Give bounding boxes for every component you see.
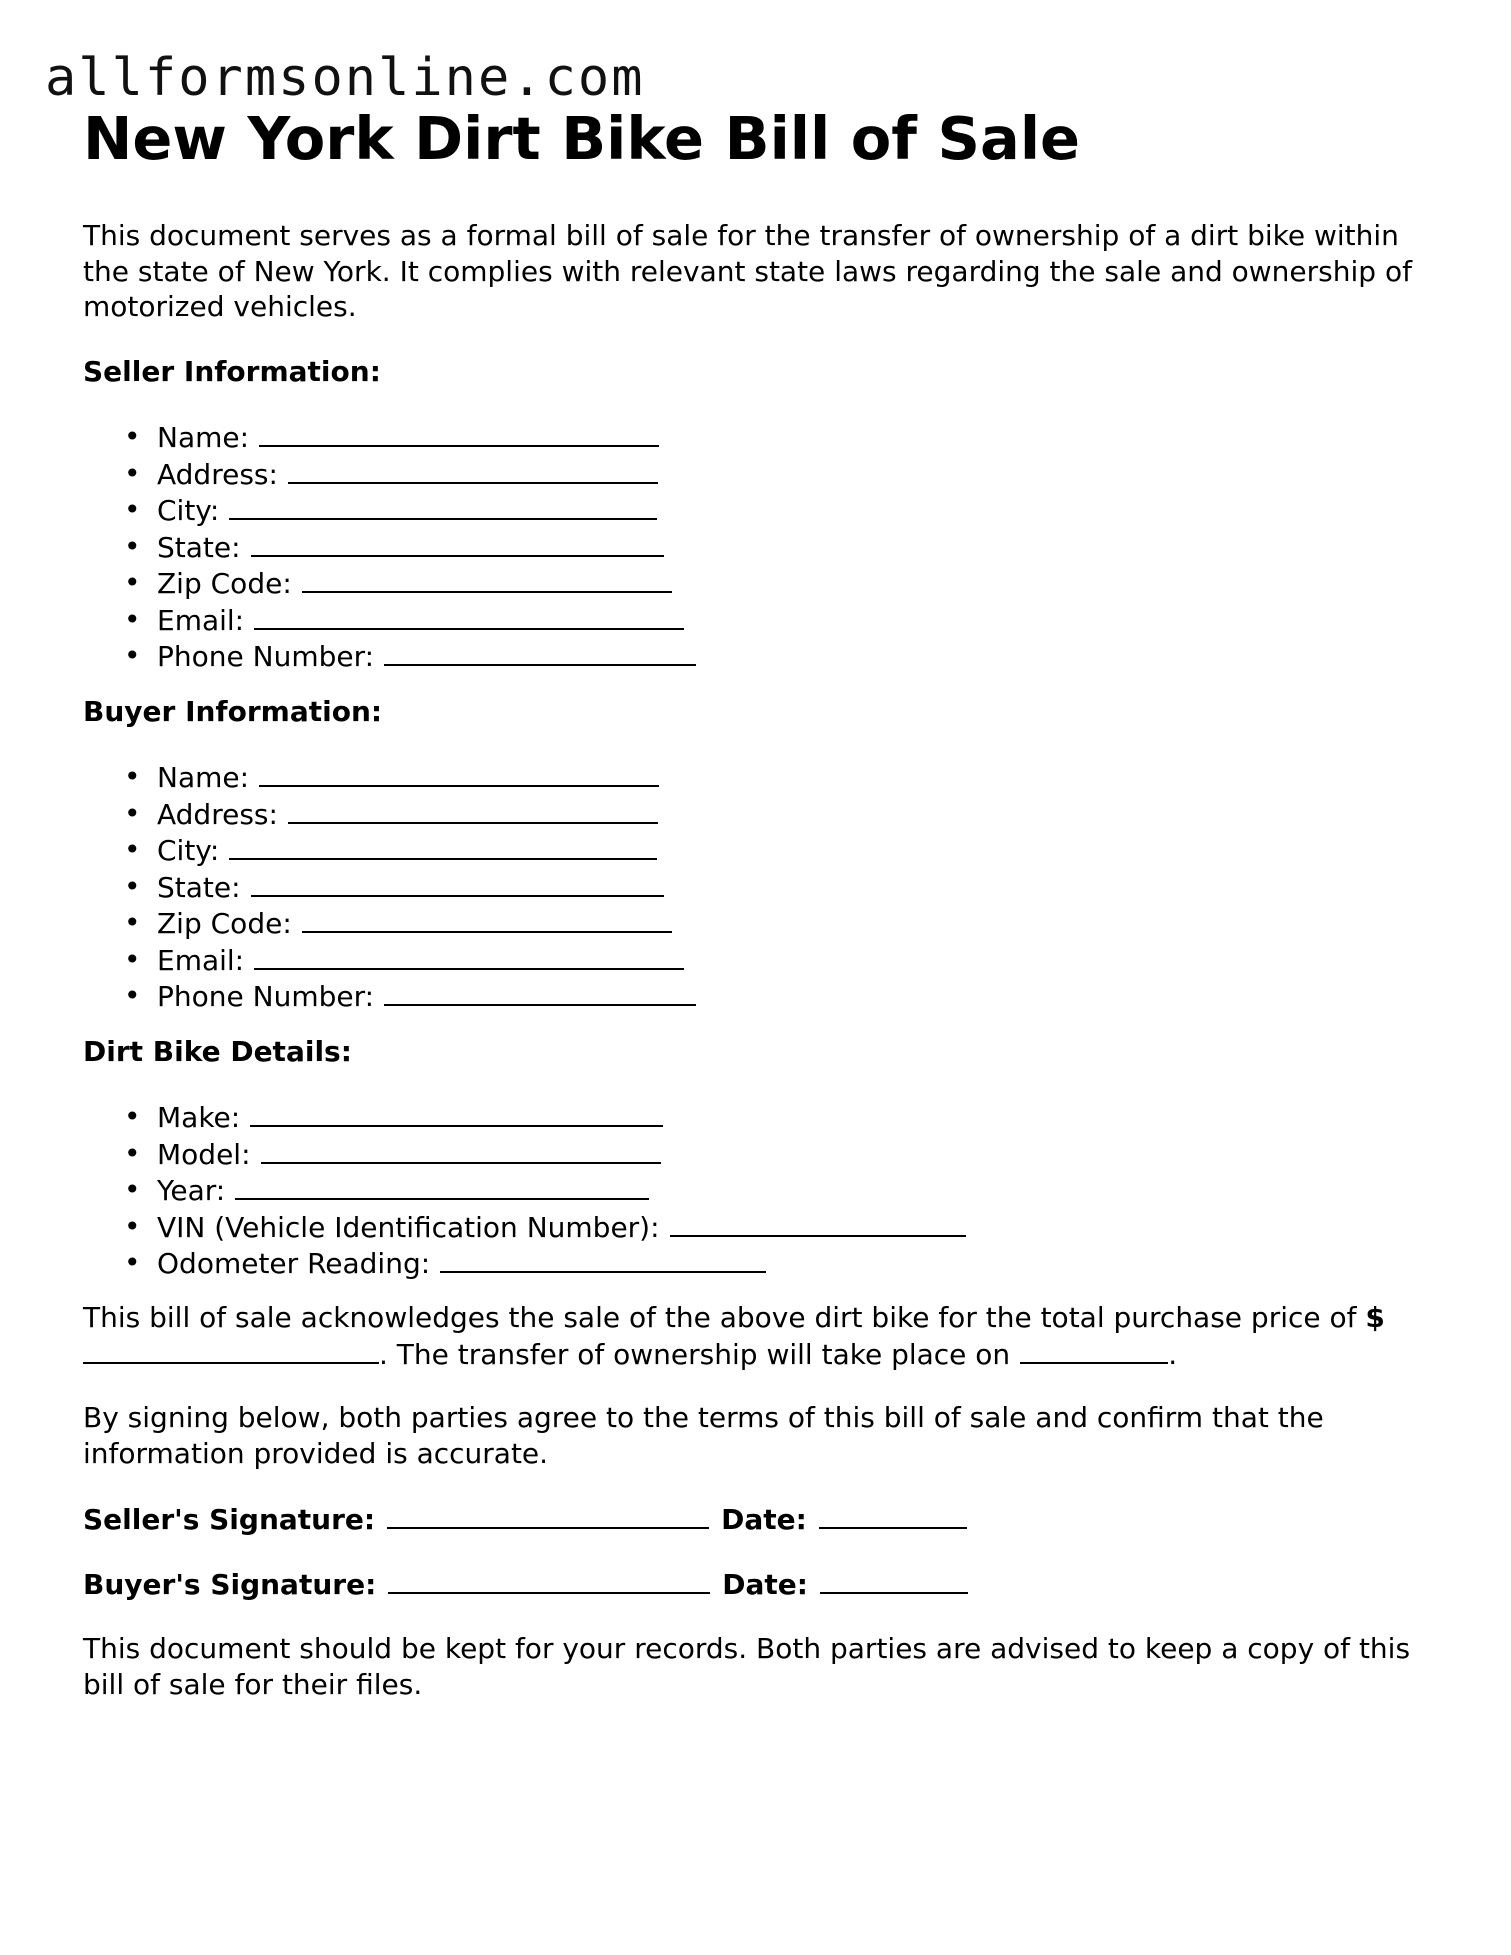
- buyer-email-field: [83, 942, 1433, 979]
- agreement-paragraph: [83, 1400, 1433, 1471]
- field-label: Phone Number:: [157, 980, 375, 1013]
- price-statement-text: [83, 1300, 1433, 1372]
- seller-email-blank[interactable]: [254, 602, 684, 630]
- buyer-phone-field: [83, 978, 1433, 1015]
- bike-odometer-field: [83, 1245, 1433, 1282]
- bike-make-field: [83, 1099, 1433, 1136]
- buyer-address-field: [83, 796, 1433, 833]
- seller-date-blank[interactable]: [819, 1501, 967, 1529]
- buyer-zip-blank[interactable]: [302, 905, 672, 933]
- seller-email-field: [83, 602, 1433, 639]
- seller-address-field: [83, 456, 1433, 493]
- bike-vin-field: [83, 1209, 1433, 1246]
- field-label: VIN (Vehicle Identification Number):: [157, 1210, 660, 1244]
- field-label: State:: [157, 870, 241, 904]
- transfer-date-blank[interactable]: [1020, 1336, 1168, 1364]
- seller-signature-row: [83, 1501, 1433, 1538]
- closing-paragraph: [83, 1631, 1433, 1702]
- price-text-part3: .: [1168, 1337, 1178, 1371]
- closing-text: This document should be kept for your records. Both parties are advised to keep a copy of this bill of sale for their files.: [83, 1632, 1411, 1701]
- seller-address-blank[interactable]: [288, 456, 658, 484]
- buyer-phone-blank[interactable]: [384, 978, 696, 1006]
- buyer-section-heading: Buyer Information:: [83, 695, 383, 728]
- seller-city-field: [83, 492, 1433, 529]
- seller-zip-blank[interactable]: [302, 565, 672, 593]
- bike-model-field: [83, 1136, 1433, 1173]
- buyer-signature-label: Buyer's Signature:: [83, 1568, 377, 1601]
- seller-state-blank[interactable]: [251, 529, 664, 557]
- buyer-state-blank[interactable]: [251, 869, 664, 897]
- field-label: City:: [157, 494, 220, 527]
- field-label: Address:: [157, 797, 278, 831]
- bike-section-heading: Dirt Bike Details:: [83, 1035, 352, 1068]
- seller-city-blank[interactable]: [229, 492, 657, 520]
- field-label: Phone Number:: [157, 640, 375, 673]
- buyer-fields-list: [83, 759, 1433, 1015]
- seller-signature-blank[interactable]: [387, 1501, 709, 1529]
- field-label: Zip Code:: [157, 567, 292, 600]
- field-label: Make:: [157, 1101, 241, 1134]
- buyer-zip-field: [83, 905, 1433, 942]
- seller-section-heading: Seller Information:: [83, 355, 381, 388]
- seller-phone-field: [83, 638, 1433, 675]
- field-label: Email:: [157, 943, 245, 977]
- price-text-part1: This bill of sale acknowledges the sale of the above dirt bike for the total purchase price of: [83, 1301, 1357, 1334]
- seller-fields-list: [83, 419, 1433, 675]
- buyer-name-blank[interactable]: [259, 759, 659, 787]
- field-label: Odometer Reading:: [157, 1247, 431, 1280]
- seller-date-label: Date:: [721, 1503, 807, 1536]
- field-label: State:: [157, 530, 241, 564]
- watermark: allformsonline.com: [45, 48, 645, 108]
- field-label: Email:: [157, 603, 245, 637]
- price-statement: [83, 1300, 1433, 1372]
- buyer-city-blank[interactable]: [229, 832, 657, 860]
- bike-model-blank[interactable]: [261, 1136, 661, 1164]
- seller-zip-field: [83, 565, 1433, 602]
- buyer-email-blank[interactable]: [254, 942, 684, 970]
- seller-name-blank[interactable]: [259, 419, 659, 447]
- bike-make-blank[interactable]: [250, 1099, 663, 1127]
- price-text-part2: . The transfer of ownership will take place on: [379, 1337, 1011, 1371]
- bike-fields-list: [83, 1099, 1433, 1282]
- intro-text: This document serves as a formal bill of sale for the transfer of ownership of a dirt bike within the state of New York. It complies with relevant state laws regarding the sale and ownership of motorized vehicles.: [83, 219, 1412, 323]
- bike-year-blank[interactable]: [235, 1172, 649, 1200]
- field-label: Year:: [157, 1174, 226, 1207]
- currency-symbol: $: [1365, 1301, 1385, 1334]
- field-label: Address:: [157, 457, 278, 491]
- buyer-state-field: [83, 869, 1433, 906]
- intro-paragraph: [83, 218, 1433, 325]
- agreement-text: By signing below, both parties agree to the terms of this bill of sale and confirm that the information provided is accurate.: [83, 1401, 1324, 1470]
- bike-vin-blank[interactable]: [670, 1209, 966, 1237]
- bike-odometer-blank[interactable]: [440, 1245, 766, 1273]
- buyer-date-label: Date:: [722, 1568, 808, 1601]
- buyer-signature-row: [83, 1566, 1433, 1603]
- document-title: New York Dirt Bike Bill of Sale: [83, 104, 1081, 173]
- field-label: City:: [157, 834, 220, 867]
- buyer-date-blank[interactable]: [820, 1566, 968, 1594]
- bike-year-field: [83, 1172, 1433, 1209]
- buyer-city-field: [83, 832, 1433, 869]
- seller-signature-label: Seller's Signature:: [83, 1503, 376, 1536]
- field-label: Name:: [157, 761, 250, 794]
- buyer-name-field: [83, 759, 1433, 796]
- seller-name-field: [83, 419, 1433, 456]
- seller-state-field: [83, 529, 1433, 566]
- buyer-signature-blank[interactable]: [388, 1566, 710, 1594]
- field-label: Zip Code:: [157, 907, 292, 940]
- seller-phone-blank[interactable]: [384, 638, 696, 666]
- purchase-price-blank[interactable]: [83, 1336, 379, 1364]
- field-label: Name:: [157, 421, 250, 454]
- field-label: Model:: [157, 1137, 251, 1171]
- buyer-address-blank[interactable]: [288, 796, 658, 824]
